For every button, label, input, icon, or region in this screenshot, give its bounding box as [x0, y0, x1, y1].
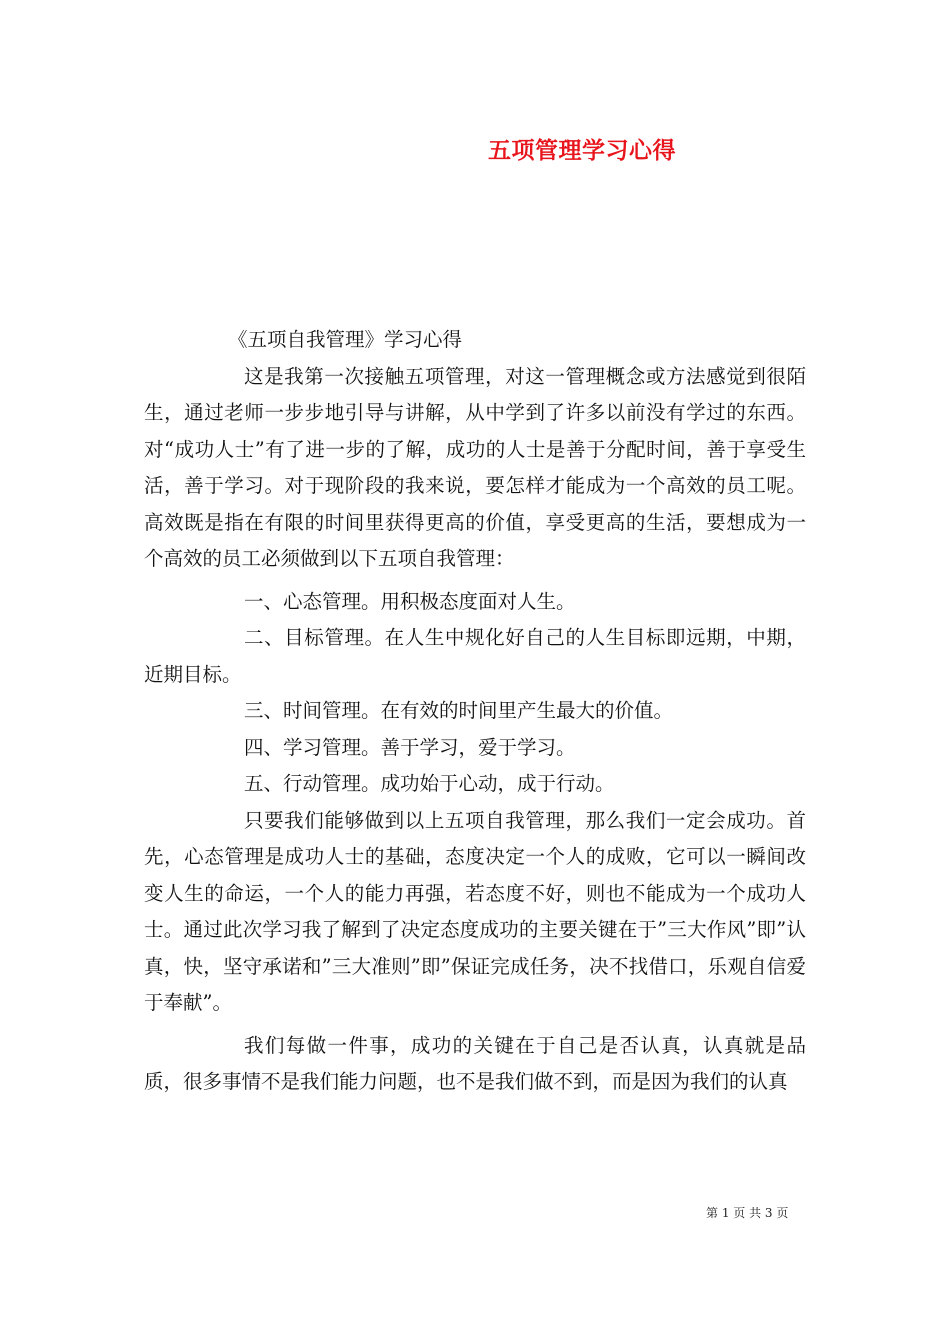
list-item-action: 五、行动管理。成功始于心动，成于行动。 [244, 772, 615, 795]
subtitle-paragraph: 《五项自我管理》学习心得 [228, 328, 463, 351]
list-item-time: 三、时间管理。在有效的时间里产生最大的价值。 [244, 699, 674, 722]
body-paragraph-success: 只要我们能够做到以上五项自我管理，那么我们一定会成功。首先，心态管理是成功人士的基础，态度决定一个人的成败，它可以一瞬间改变人生的命运，一个人的能力再强，若态度不好，则也不能成为一个成功人士。通过此次学习我了解到了决定态度成功的主要关键在于”三大作风”即”认真，快，坚守承诺和”三大准则”即”保证完成任务，决不找借口，乐观自信爱于奉献”。 [144, 808, 806, 1014]
list-item-mindset: 一、心态管理。用积极态度面对人生。 [244, 589, 576, 613]
intro-paragraph: 这是我第一次接触五项管理，对这一管理概念或方法感觉到很陌生，通过老师一步步地引导与讲解，从中学到了许多以前没有学过的东西。对“成功人士”有了进一步的了解，成功的人士是善于分配时间，善于享受生活，善于学习。对于现阶段的我来说，要怎样才能成为一个高效的员工呢。高效既是指在有限的时间里获得更高的价值，享受更高的生活，要想成为一个高效的员工必须做到以下五项自我管理： [144, 364, 806, 570]
page-title: 五项管理学习心得 [488, 137, 676, 164]
page-footer: 第 1 页 共 3 页 [706, 1206, 789, 1220]
document-body [144, 322, 806, 1101]
body-paragraph-serious: 我们每做一件事，成功的关键在于自己是否认真，认真就是品质，很多事情不是我们能力问题，也不是我们做不到，而是因为我们的认真 [144, 1033, 806, 1093]
list-item-goals: 二、目标管理。在人生中规化好自己的人生目标即远期，中期，近期目标。 [144, 626, 806, 686]
list-item-learning: 四、学习管理。善于学习，爱于学习。 [244, 735, 576, 759]
